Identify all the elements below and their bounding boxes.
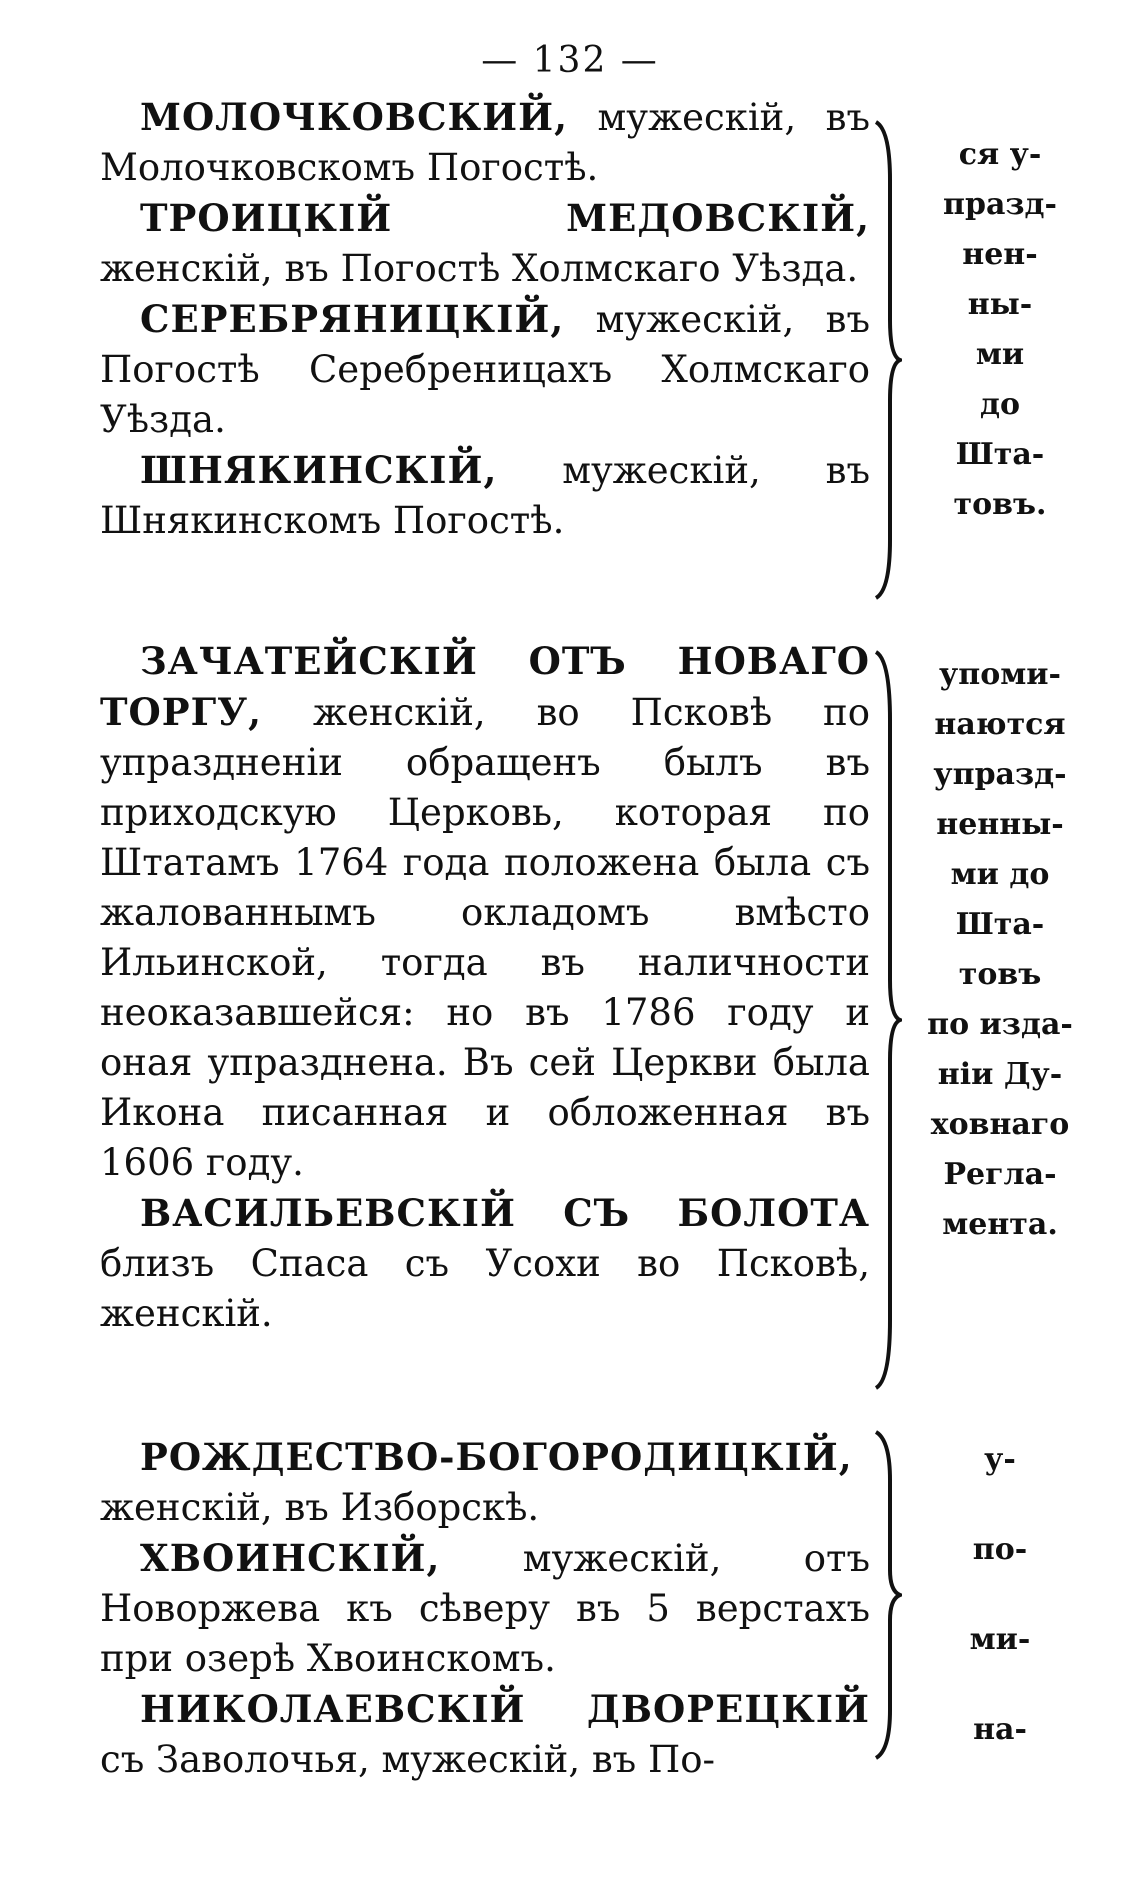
brace-1 xyxy=(872,120,902,600)
margin-note-line: ми до xyxy=(950,857,1050,892)
entry xyxy=(100,1684,870,1785)
margin-note-line: ховнаго xyxy=(930,1107,1070,1142)
entry-heading: СЕРЕБРЯНИЦКІЙ, xyxy=(140,297,565,341)
section-3-margin-note xyxy=(910,1430,1090,1790)
margin-note-line: Регла- xyxy=(943,1157,1057,1192)
entry-heading: ТРОИЦКІЙ МЕДОВСКІЙ, xyxy=(140,196,870,240)
entry xyxy=(100,1188,870,1339)
margin-note-line: наются xyxy=(934,707,1066,742)
entry-body: близъ Спаса съ Усохи во Псковѣ, женскій. xyxy=(100,1242,870,1335)
entry-body: мужескій, въ Молочковскомъ Погостѣ. xyxy=(100,96,870,189)
margin-note-line: по изда- xyxy=(927,1007,1073,1042)
margin-note-line: товъ. xyxy=(953,487,1047,522)
brace-2-shape xyxy=(872,650,902,1390)
margin-note-line: нен- xyxy=(962,237,1038,272)
brace-1-shape xyxy=(872,120,902,600)
entry xyxy=(100,1533,870,1684)
margin-note-line: мента. xyxy=(942,1207,1058,1242)
entry-heading: РОЖДЕСТВО-БОГОРОДИЦКІЙ, xyxy=(140,1435,853,1479)
brace-3-shape xyxy=(872,1430,902,1760)
entry-heading: ШНЯКИНСКІЙ, xyxy=(140,448,498,492)
margin-note-line: упразд- xyxy=(933,757,1067,792)
margin-note-line: до xyxy=(979,387,1020,422)
entry xyxy=(100,294,870,445)
entry-heading: ВАСИЛЬЕВСКІЙ СЪ БОЛОТА xyxy=(140,1191,870,1235)
entry-heading: ЗАЧАТЕЙСКІЙ ОТЪ НОВАГО ТОРГУ, xyxy=(100,639,870,734)
section-2-text xyxy=(100,636,870,1339)
entry-heading: ХВОИНСКІЙ, xyxy=(140,1536,441,1580)
entry-body: женскій, въ Погостѣ Холмскаго Уѣзда. xyxy=(100,247,859,290)
entry-body: мужескій, отъ Новоржева къ сѣверу въ 5 верстахъ при озерѣ Хвоинскомъ. xyxy=(100,1537,870,1680)
margin-note-line: у- xyxy=(984,1442,1016,1477)
entry-heading: НИКОЛАЕВСКІЙ ДВОРЕЦКІЙ xyxy=(140,1687,870,1731)
margin-note-line: ся у- xyxy=(958,137,1042,172)
entry-body: женскій, въ Изборскѣ. xyxy=(100,1486,540,1529)
section-2-margin-note xyxy=(910,650,1090,1250)
margin-note-line: на- xyxy=(973,1712,1027,1747)
margin-note-line: Шта- xyxy=(955,437,1045,472)
section-1-margin-note xyxy=(910,130,1090,530)
entry-body: мужескій, въ Шнякинскомъ Погостѣ. xyxy=(100,449,870,542)
entry xyxy=(100,636,870,1188)
margin-note-line: Шта- xyxy=(955,907,1045,942)
entry-body: съ Заволочья, мужескій, въ По- xyxy=(100,1738,716,1781)
brace-2 xyxy=(872,650,902,1390)
margin-note-line: ми- xyxy=(969,1622,1031,1657)
margin-note-line: по- xyxy=(972,1532,1028,1567)
entry-heading: МОЛОЧКОВСКИЙ, xyxy=(140,95,568,139)
entry-body: мужескій, въ Погостѣ Серебреницахъ Холмскаго Уѣзда. xyxy=(100,298,870,441)
entry xyxy=(100,445,870,546)
margin-note-line: товъ xyxy=(958,957,1042,992)
margin-note-line: ны- xyxy=(967,287,1033,322)
margin-note-line: ненны- xyxy=(936,807,1064,842)
entry xyxy=(100,193,870,294)
margin-note-line: упоми- xyxy=(939,657,1061,692)
page-number: — 132 — xyxy=(481,40,659,81)
section-3-text xyxy=(100,1432,870,1785)
margin-note-line: ніи Ду- xyxy=(937,1057,1063,1092)
entry-body: женскій, во Псковѣ по упраздненіи обращенъ былъ въ приходскую Церковь, которая по Штатамъ 1764 года положена была съ жалованнымъ окладомъ вмѣсто Ильинской, тогда въ наличности неоказавшейся: но въ 1786 году и оная упразднена. Въ сей Церкви была Икона писанная и обложенная въ 1606 году. xyxy=(100,691,870,1184)
brace-3 xyxy=(872,1430,902,1760)
section-1-text xyxy=(100,92,870,546)
entry xyxy=(100,92,870,193)
margin-note-line: празд- xyxy=(943,187,1057,222)
entry xyxy=(100,1432,870,1533)
margin-note-line: ми xyxy=(975,337,1025,372)
